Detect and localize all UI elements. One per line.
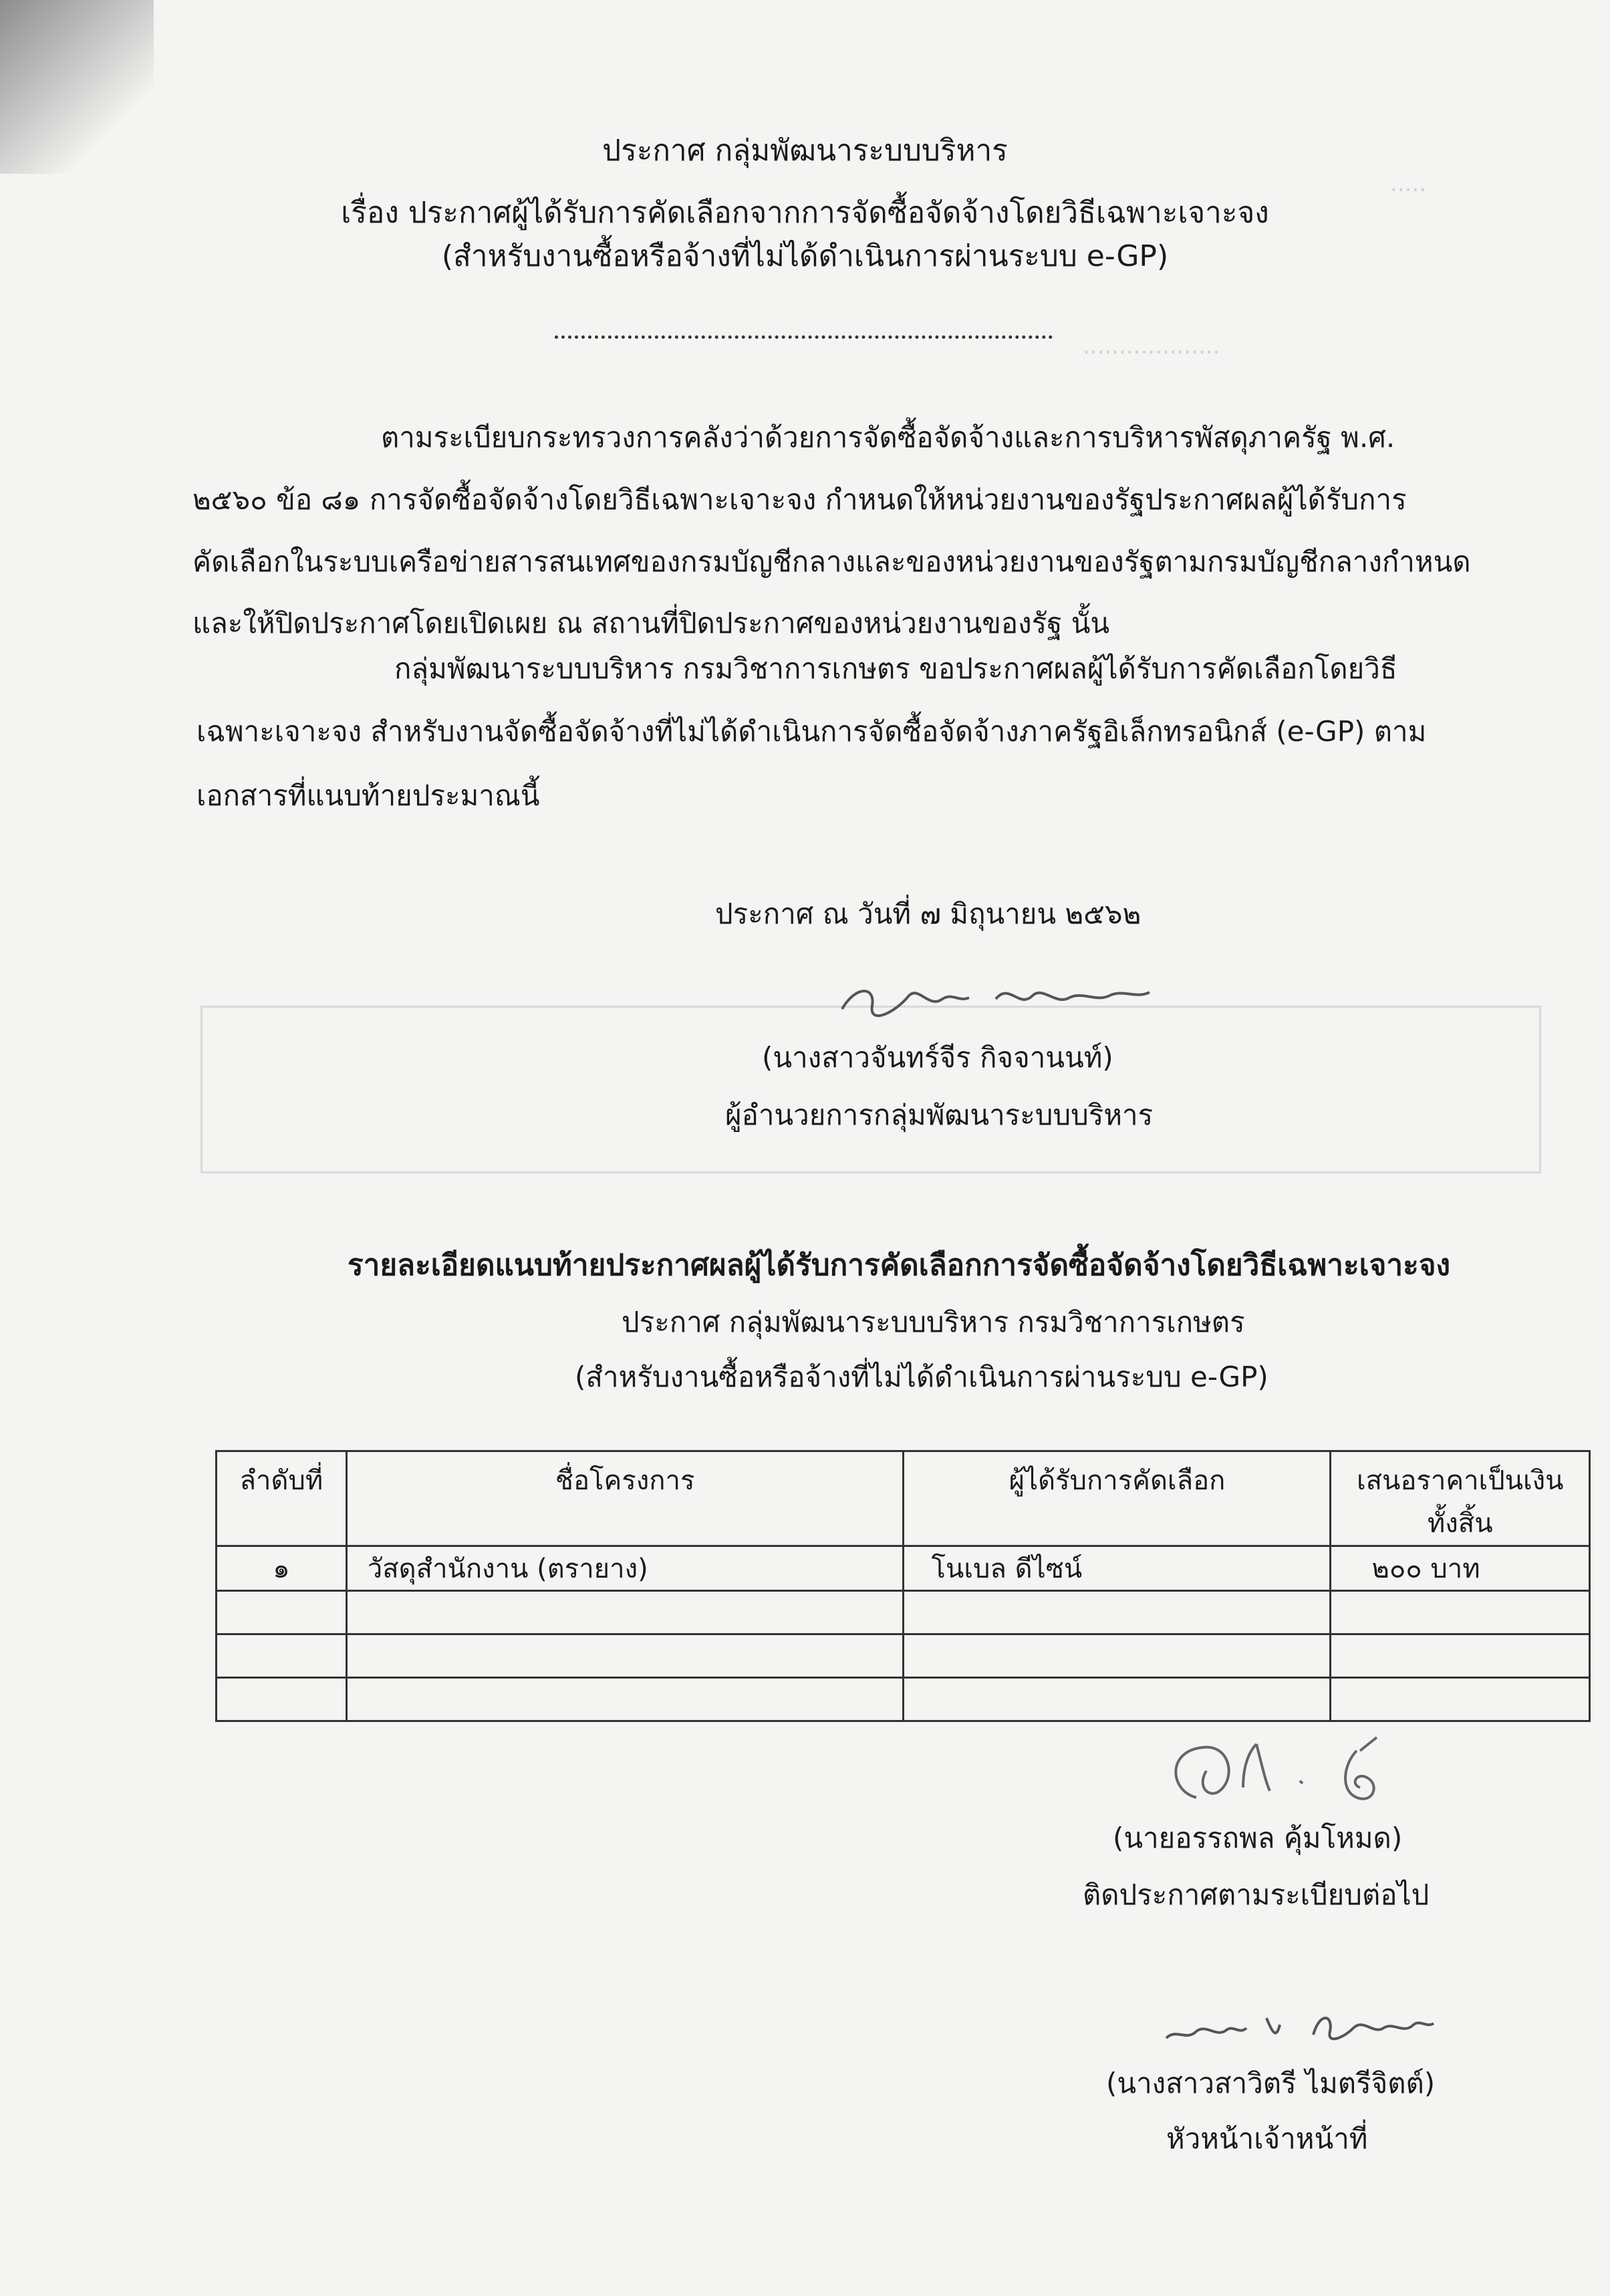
table-row [217, 1546, 1590, 1591]
paragraph-1-line-4: และให้ปิดประกาศโดยเปิดเผย ณ สถานที่ปิดประกาศของหน่วยงานของรัฐ นั้น [192, 607, 1110, 639]
paragraph-2-line-3: เอกสารที่แนบท้ายประมาณนี้ [196, 779, 540, 812]
column-header-no: ลำดับที่ [217, 1451, 347, 1546]
cell-project: วัสดุสำนักงาน (ตรายาง) [346, 1546, 904, 1591]
paragraph-1-line-1: ตามระเบียบกระทรวงการคลังว่าด้วยการจัดซื้อจัดจ้างและการบริหารพัสดุภาครัฐ พ.ศ. [381, 421, 1395, 454]
signatory-1-position: ผู้อำนวยการกลุ่มพัฒนาระบบบริหาร [725, 1099, 1154, 1131]
signatory-2-note: ติดประกาศตามระเบียบต่อไป [1083, 1878, 1430, 1911]
column-header-winner: ผู้ได้รับการคัดเลือก [904, 1451, 1331, 1546]
table-header-row [217, 1451, 1590, 1546]
signature-1 [835, 972, 1170, 1026]
signatory-3-name: (นางสาวสาวิตรี ไมตรีจิตต์) [1106, 2067, 1436, 2100]
cell-winner: โนเบล ดีไซน์ [904, 1546, 1331, 1591]
table-row [217, 1634, 1590, 1678]
signatory-1-name: (นางสาวจันทร์จีร กิจจานนท์) [762, 1041, 1113, 1074]
signatory-2-name: (นายอรรถพล คุ้มโหมด) [1113, 1822, 1403, 1854]
column-header-project: ชื่อโครงการ [346, 1451, 904, 1546]
column-header-price-line-2: ทั้งสิ้น [1427, 1508, 1493, 1539]
cell-price: ๒๐๐ บาท [1331, 1546, 1590, 1591]
table-row [217, 1591, 1590, 1634]
header-line-3: (สำหรับงานซื้อหรือจ้างที่ไม่ได้ดำเนินการผ่านระบบ e-GP) [441, 239, 1169, 273]
cell-no: ๑ [217, 1546, 347, 1591]
signature-3 [1160, 1998, 1440, 2058]
bleed-through-text: ..... [1390, 170, 1427, 197]
paragraph-1-line-2: ๒๕๖๐ ข้อ ๘๑ การจัดซื้อจัดจ้างโดยวิธีเฉพาะเจาะจง กำหนดให้หน่วยงานของรัฐประกาศผลผู้ได้รับการ [192, 483, 1407, 516]
bleed-through-box [200, 1006, 1541, 1173]
header-line-1: ประกาศ กลุ่มพัฒนาระบบบริหาร [602, 134, 1008, 168]
attachment-title-2: ประกาศ กลุ่มพัฒนาระบบบริหาร กรมวิชาการเกษตร [622, 1306, 1245, 1338]
signatory-3-position: หัวหน้าเจ้าหน้าที่ [1166, 2122, 1368, 2155]
signature-2 [1156, 1724, 1424, 1824]
paragraph-2-line-2: เฉพาะเจาะจง สำหรับงานจัดซื้อจัดจ้างที่ไม่ได้ดำเนินการจัดซื้อจัดจ้างภาครัฐอิเล็กทรอนิกส์ (e-GP) ตาม [196, 715, 1427, 748]
header-divider [555, 335, 1053, 339]
selection-table [215, 1450, 1591, 1722]
header-line-2: เรื่อง ประกาศผู้ได้รับการคัดเลือกจากการจัดซื้อจัดจ้างโดยวิธีเฉพาะเจาะจง [341, 196, 1269, 230]
paragraph-1-line-3: คัดเลือกในระบบเครือข่ายสารสนเทศของกรมบัญชีกลางและของหน่วยงานของรัฐตามกรมบัญชีกลางกำหนด [192, 545, 1471, 578]
column-header-price-line-1: เสนอราคาเป็นเงิน [1356, 1465, 1564, 1496]
paragraph-2-line-1: กลุ่มพัฒนาระบบบริหาร กรมวิชาการเกษตร ขอประกาศผลผู้ได้รับการคัดเลือกโดยวิธี [394, 652, 1397, 685]
attachment-title-3: (สำหรับงานซื้อหรือจ้างที่ไม่ได้ดำเนินการผ่านระบบ e-GP) [575, 1360, 1268, 1393]
attachment-title-1: รายละเอียดแนบท้ายประกาศผลผู้ได้รับการคัดเลือกการจัดซื้อจัดจ้างโดยวิธีเฉพาะเจาะจง [348, 1248, 1450, 1282]
announce-date: ประกาศ ณ วันที่ ๗ มิถุนายน ๒๕๖๒ [715, 897, 1142, 930]
table-row [217, 1678, 1590, 1721]
bleed-through-text: ................... [1083, 333, 1220, 360]
column-header-price [1331, 1451, 1590, 1546]
